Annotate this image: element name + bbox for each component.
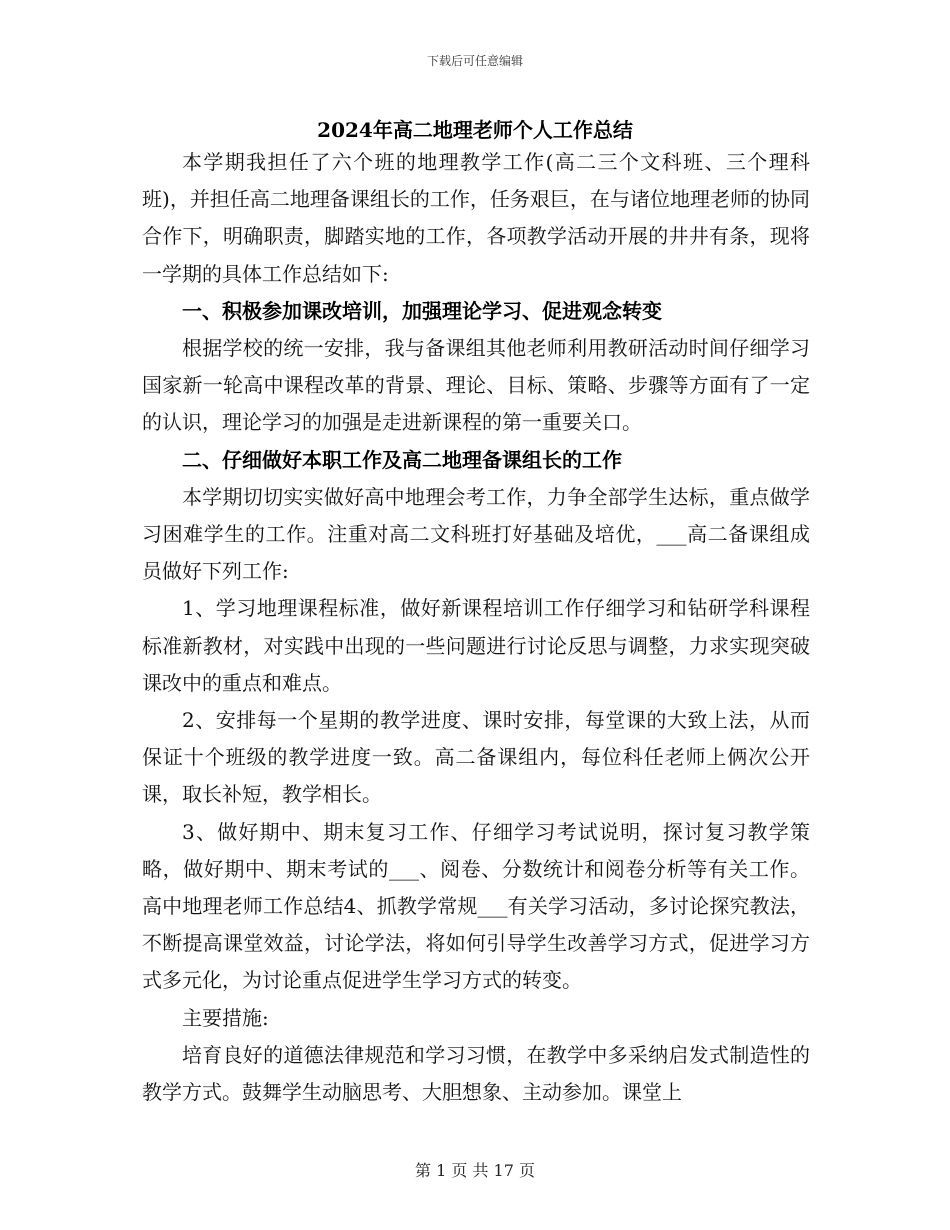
- paragraph-item-2: 2、安排每一个星期的教学进度、课时安排，每堂课的大致上法，从而保证十个班级的教学进度一致。高二备课组内，每位科任老师上俩次公开课，取长补短，教学相长。: [142, 708, 810, 807]
- paragraph-intro: 本学期我担任了六个班的地理教学工作(高二三个文科班、三个理科班)，并担任高二地理备课组长的工作，任务艰巨，在与诸位地理老师的协同合作下，明确职责，脚踏实地的工作，各项教学活动开展的井井有条，现将一学期的具体工作总结如下:: [142, 150, 810, 286]
- paragraph-section-1: 根据学校的统一安排，我与备课组其他老师利用教研活动时间仔细学习国家新一轮高中课程改革的背景、理论、目标、策略、步骤等方面有了一定的认识，理论学习的加强是走进新课程的第一重要关口。: [142, 336, 810, 435]
- paragraph-measures: 培育良好的道德法律规范和学习习惯，在教学中多采纳启发式制造性的教学方式。鼓舞学生动脑思考、大胆想象、主动参加。课堂上: [142, 1042, 810, 1105]
- document-body: [142, 144, 810, 1111]
- section-heading-2: 二、仔细做好本职工作及高二地理备课组长的工作: [182, 447, 622, 472]
- paragraph-section-2: 本学期切切实实做好高中地理会考工作，力争全部学生达标，重点做学习困难学生的工作。注重对高二文科班打好基础及培优，___高二备课组成员做好下列工作:: [142, 484, 810, 584]
- section-heading-1: 一、积极参加课改培训，加强理论学习、促进观念转变: [182, 298, 662, 323]
- header-note: 下载后可任意编辑: [426, 54, 523, 68]
- paragraph-item-3: 3、做好期中、期末复习工作、仔细学习考试说明，探讨复习教学策略，做好期中、期末考试的___、阅卷、分数统计和阅卷分析等有关工作。高中地理老师工作总结4、抓教学常规___有关学习活动，多讨论探究教法，不断提高课堂效益，讨论学法，将如何引导学生改善学习方式，促进学习方式多元化，为讨论重点促进学生学习方式的转变。: [142, 819, 810, 993]
- page-number: 第 1 页 共 17 页: [415, 1161, 535, 1180]
- paragraph-item-1: 1、学习地理课程标准，做好新课程培训工作仔细学习和钻研学科课程标准新教材，对实践中出现的一些问题进行讨论反思与调整，力求实现突破课改中的重点和难点。: [142, 596, 810, 695]
- paragraph-measures-label: 主要措施:: [182, 1005, 269, 1030]
- document-title: 2024年高二地理老师个人工作总结: [317, 118, 633, 142]
